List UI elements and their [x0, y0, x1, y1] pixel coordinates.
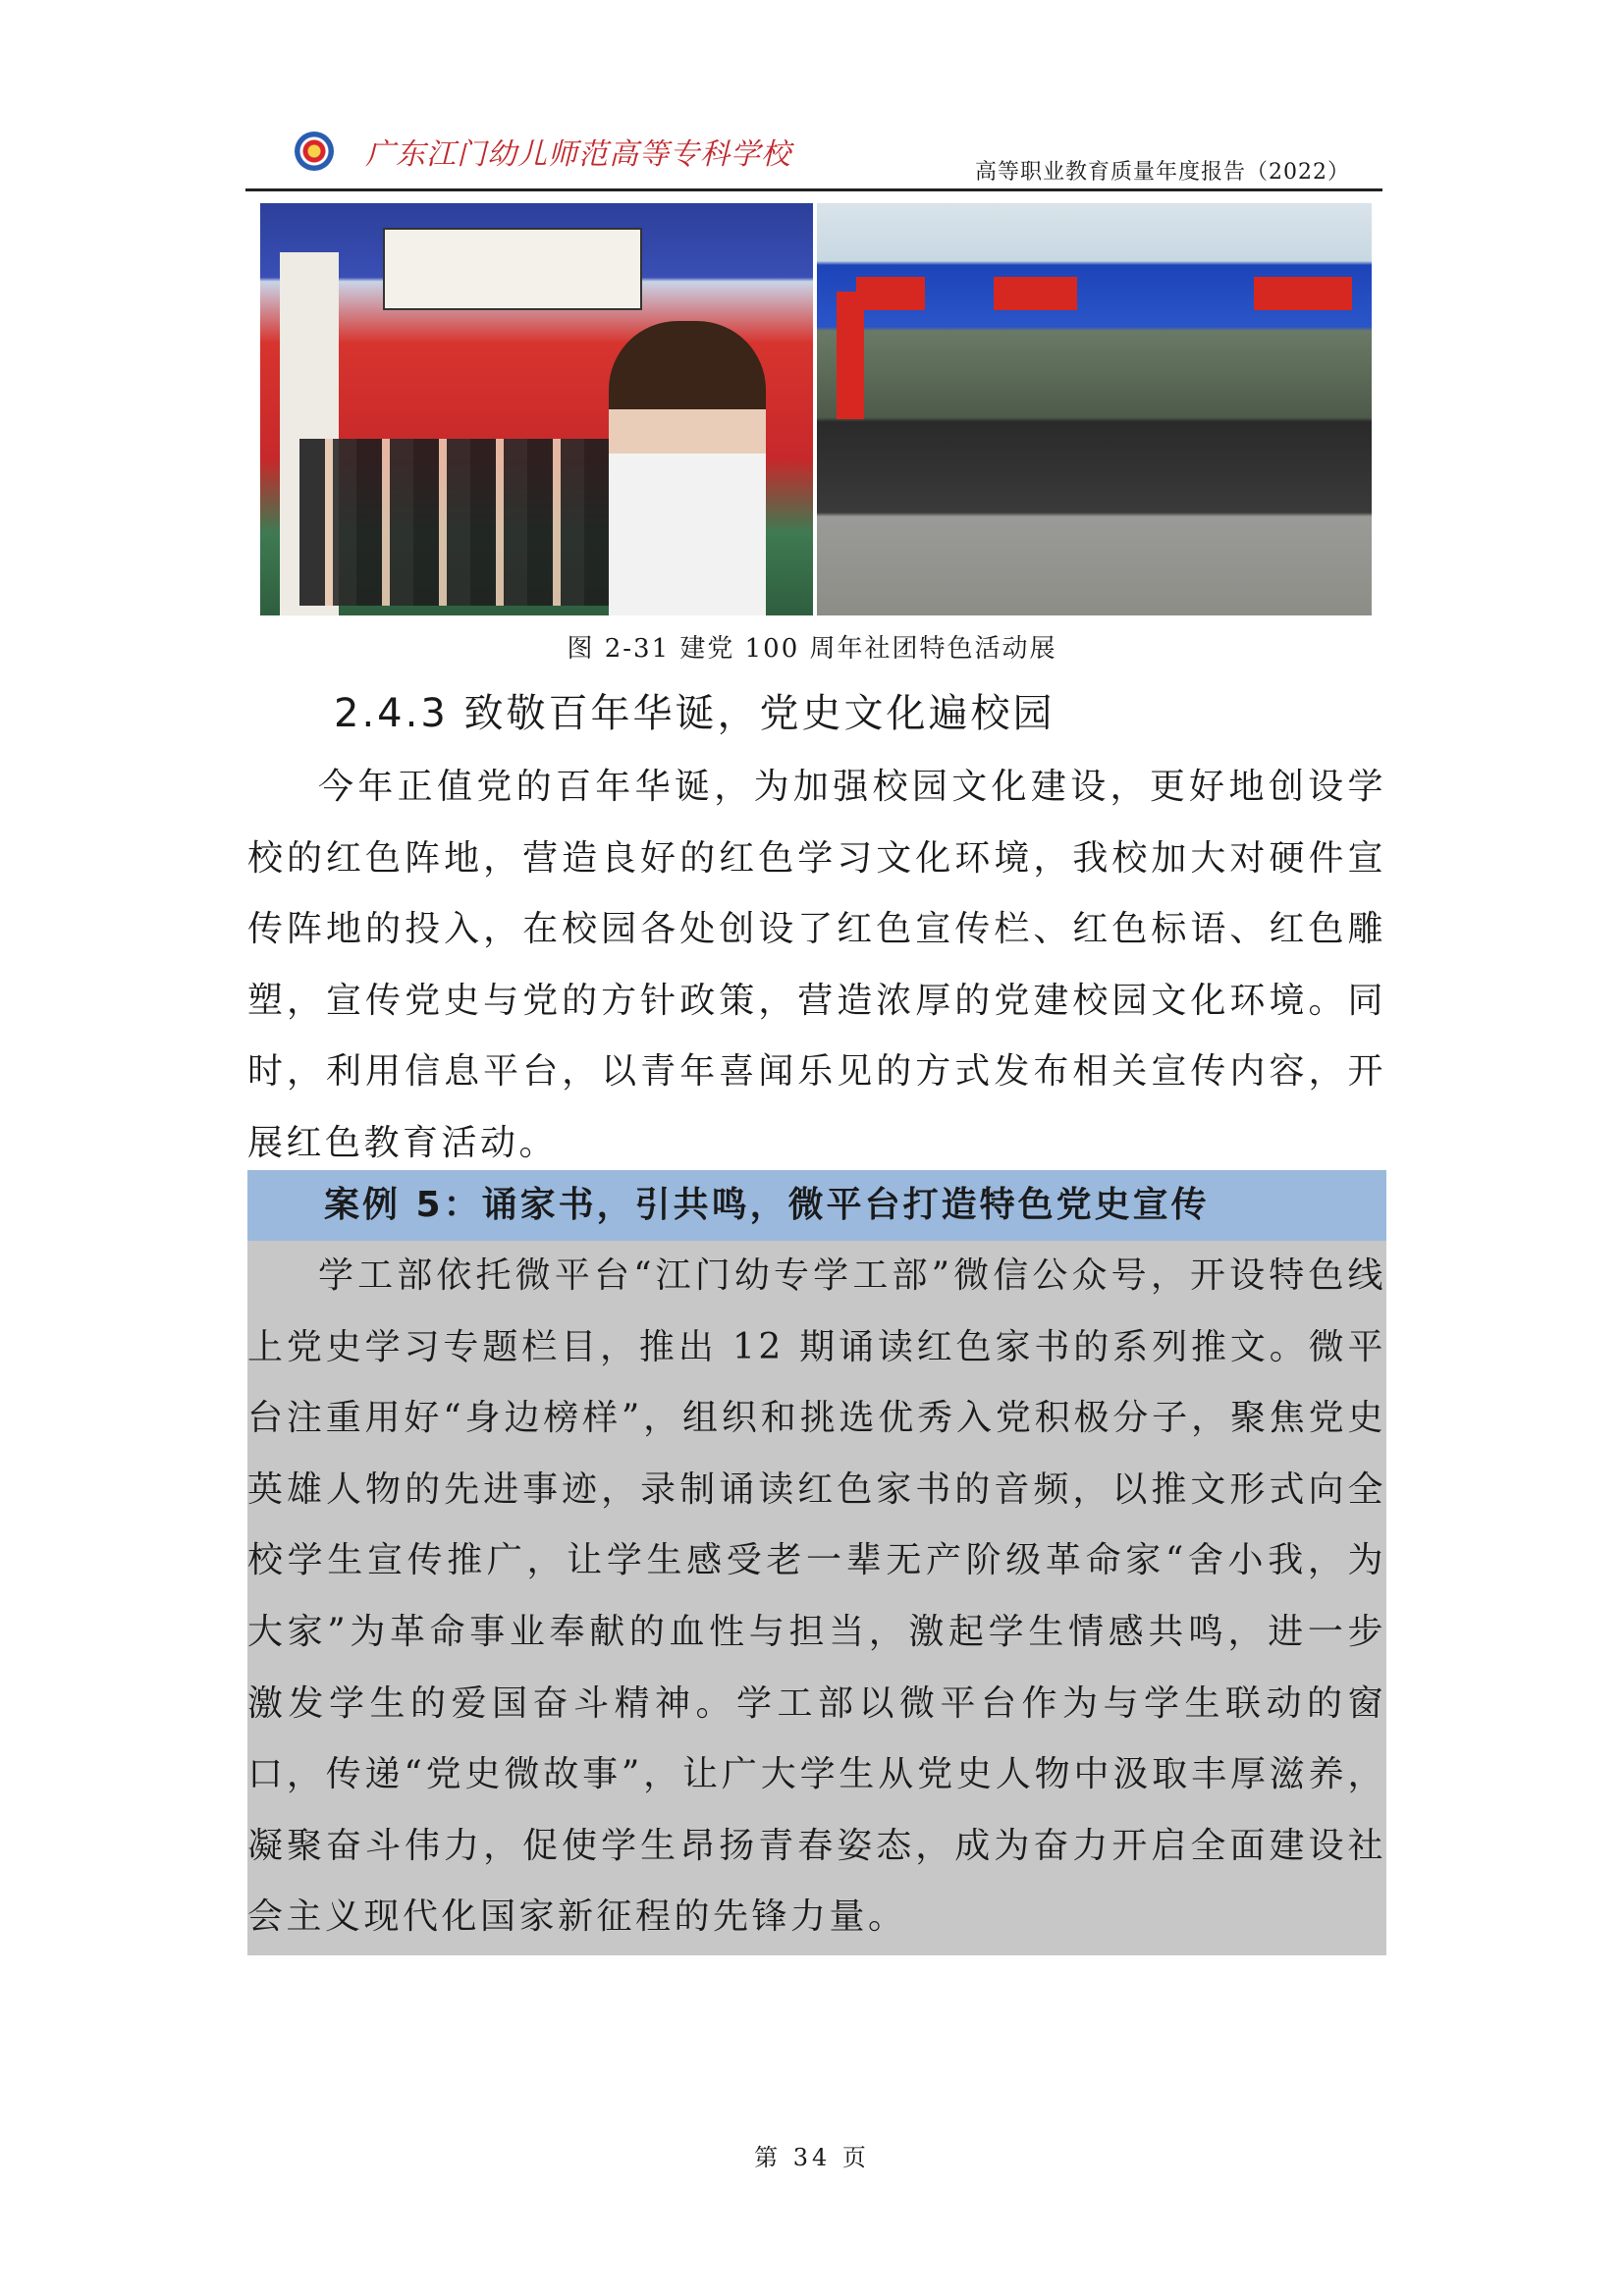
figure-caption: 图 2-31 建党 100 周年社团特色活动展 — [567, 634, 1057, 664]
case-paragraph: 学工部依托微平台“江门幼专学工部”微信公众号，开设特色线上党史学习专题栏目，推出 12 期诵读红色家书的系列推文。微平台注重用好“身边榜样”，组织和挑选优秀入党积极分子，聚焦党史英雄人物的先进事迹，录制诵读红色家书的音频，以推文形式向全校学生宣传推广，让学生感受老一辈无产阶级革命家“舍小我，为大家”为革命事业奉献的血性与担当，激起学生情感共鸣，进一步激发学生的爱国奋斗精神。学工部以微平台作为与学生联动的窗口，传递“党史微故事”，让广大学生从党史人物中汲取丰厚滋养，凝聚奋斗伟力，促使学生昂扬青春姿态，成为奋力开启全面建设社会主义现代化国家新征程的先锋力量。 — [247, 1255, 1386, 1938]
photo-vertical-banner — [837, 292, 864, 419]
photo-person — [609, 321, 766, 615]
photo-banner — [856, 277, 925, 310]
body-paragraph: 今年正值党的百年华诞，为加强校园文化建设，更好地创设学校的红色阵地，营造良好的红色学习文化环境，我校加大对硬件宣传阵地的投入，在校园各处创设了红色宣传栏、红色标语、红色雕塑，宣传党史与党的方针政策，营造浓厚的党建校园文化环境。同时，利用信息平台，以青年喜闻乐见的方式发布相关宣传内容，开展红色教育活动。 — [247, 767, 1386, 1163]
case-body-box — [247, 1241, 1386, 1955]
club-exhibition-photo — [260, 203, 813, 615]
school-name: 广东江门幼儿师范高等专科学校 — [365, 137, 791, 172]
section-heading: 2.4.3 致敬百年华诞，党史文化遍校园 — [334, 691, 1056, 736]
case-title: 案例 5：诵家书，引共鸣，微平台打造特色党史宣传 — [324, 1185, 1210, 1225]
page-header — [245, 120, 1380, 190]
photo-banner — [994, 277, 1077, 310]
header-divider — [245, 188, 1382, 191]
photo-banner — [1254, 277, 1352, 310]
club-group-photo — [817, 203, 1372, 615]
case-title-bar — [247, 1170, 1386, 1241]
school-logo — [295, 132, 334, 171]
report-title: 高等职业教育质量年度报告（2022） — [975, 160, 1350, 185]
page-number: 第 34 页 — [754, 2144, 870, 2171]
photo-sign — [383, 228, 642, 310]
